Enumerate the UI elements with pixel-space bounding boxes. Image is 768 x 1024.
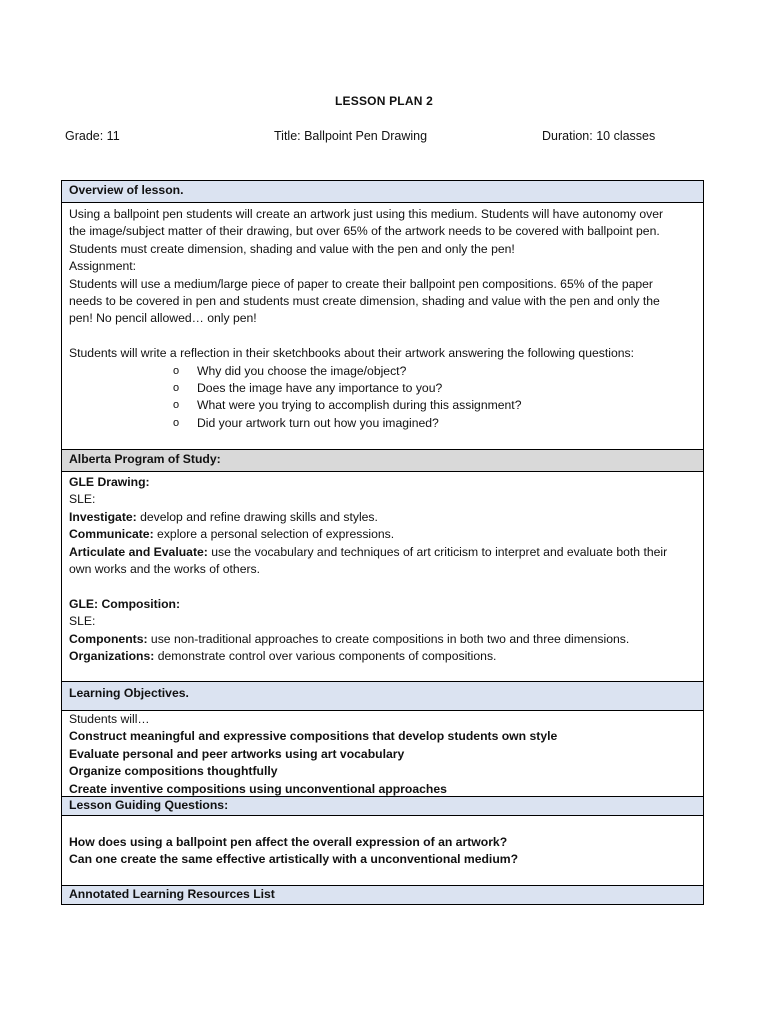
sle-text: use the vocabulary and techniques of art criticism to interpret and evaluate both their	[207, 544, 668, 559]
spacer	[69, 578, 696, 595]
sle-term: Investigate:	[69, 509, 137, 524]
sle-item	[69, 648, 696, 665]
objective-item: Construct meaningful and expressive compositions that develop students own style	[69, 729, 558, 744]
reflection-question-text: Why did you choose the image/object?	[197, 363, 407, 378]
sle-label: SLE:	[69, 492, 96, 507]
alberta-heading: Alberta Program of Study:	[62, 450, 703, 472]
sle-term: Communicate:	[69, 527, 154, 542]
sle-term: Organizations:	[69, 649, 155, 664]
guiding-heading: Lesson Guiding Questions:	[62, 797, 703, 816]
gle-drawing-label: GLE Drawing:	[69, 475, 150, 489]
lesson-title-label: Title: Ballpoint Pen Drawing	[274, 129, 428, 143]
overview-line: Using a ballpoint pen students will create an artwork just using this medium. Students will have autonomy over	[69, 207, 664, 221]
reflection-question-text: What were you trying to accomplish during this assignment?	[197, 398, 522, 413]
sle-continuation: own works and the works of others.	[69, 562, 261, 577]
reflection-question	[69, 363, 696, 380]
bullet-icon: o	[173, 364, 180, 377]
overview-line: Students will use a medium/large piece of paper to create their ballpoint pen compositions. 65% of the paper	[69, 276, 653, 291]
gle-composition-label: GLE: Composition:	[69, 596, 181, 611]
reflection-question-text: Did your artwork turn out how you imagined?	[197, 415, 439, 430]
sle-text: demonstrate control over various components of compositions.	[154, 649, 497, 664]
grade-label: Grade: 11	[65, 129, 120, 143]
sle-text: use non-traditional approaches to create compositions in both two and three dimensions.	[147, 631, 630, 646]
reflection-question	[69, 415, 696, 432]
overview-line: pen! No pencil allowed… only pen!	[69, 311, 257, 326]
reflection-intro: Students will write a reflection in their sketchbooks about their artwork answering the following questions:	[69, 346, 634, 361]
sle-text: develop and refine drawing skills and styles.	[136, 509, 378, 524]
reflection-question	[69, 380, 696, 397]
bullet-icon: o	[173, 416, 180, 429]
overview-line: needs to be covered in pen and students must create dimension, shading and value with the pen and only the	[69, 294, 660, 309]
guiding-question: Can one create the same effective artistically with a unconventional medium?	[69, 852, 519, 867]
objective-item: Create inventive compositions using unconventional approaches	[69, 781, 447, 796]
overview-section	[62, 203, 703, 450]
overview-line: the image/subject matter of their drawing, but over 65% of the artwork needs to be covered with ballpoint pen.	[69, 224, 660, 239]
guiding-section	[62, 816, 703, 886]
bullet-icon: o	[173, 399, 180, 412]
sle-item	[69, 544, 696, 561]
sle-text: explore a personal selection of expressions.	[153, 527, 395, 542]
bullet-icon: o	[173, 382, 180, 395]
reflection-question	[69, 397, 696, 414]
lesson-plan-table	[61, 180, 704, 905]
spacer	[69, 328, 696, 345]
alberta-section	[62, 472, 703, 682]
document-title: LESSON PLAN 2	[335, 94, 433, 108]
overview-heading: Overview of lesson.	[62, 181, 703, 203]
assignment-label: Assignment:	[69, 259, 137, 274]
objective-item: Organize compositions thoughtfully	[69, 764, 278, 779]
resources-heading: Annotated Learning Resources List	[62, 886, 703, 905]
sle-term: Components:	[69, 631, 148, 646]
objectives-section	[62, 711, 703, 797]
sle-item	[69, 526, 696, 543]
reflection-question-text: Does the image have any importance to you?	[197, 381, 443, 396]
sle-label: SLE:	[69, 614, 96, 629]
overview-line: Students must create dimension, shading and value with the pen and only the pen!	[69, 241, 515, 256]
objective-item: Evaluate personal and peer artworks using art vocabulary	[69, 746, 405, 761]
sle-item	[69, 631, 696, 648]
objectives-intro: Students will…	[69, 712, 150, 726]
guiding-question: How does using a ballpoint pen affect the overall expression of an artwork?	[69, 835, 508, 849]
objectives-heading: Learning Objectives.	[62, 682, 703, 711]
sle-term: Articulate and Evaluate:	[69, 544, 208, 559]
duration-label: Duration: 10 classes	[542, 129, 656, 143]
sle-item	[69, 509, 696, 526]
